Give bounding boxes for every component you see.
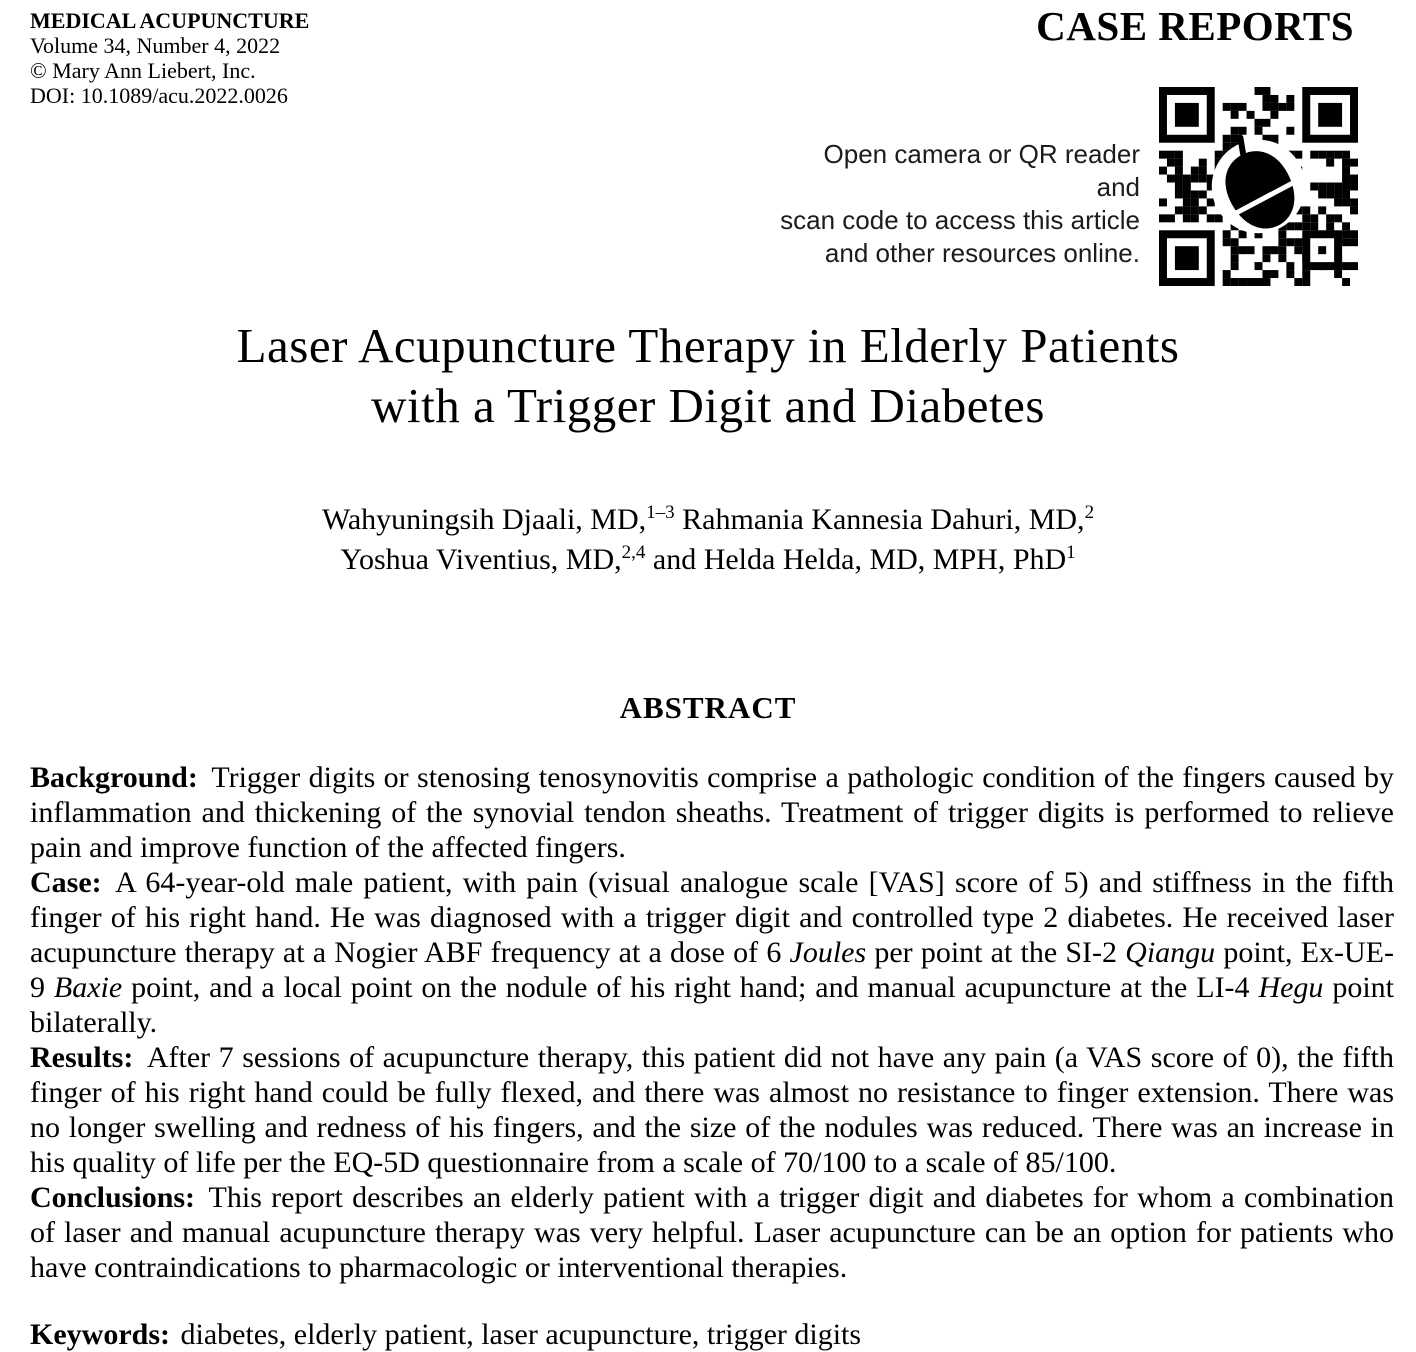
abstract-paragraph-label: Case: xyxy=(30,866,102,899)
journal-name: MEDICAL ACUPUNCTURE xyxy=(30,8,310,33)
article-title-line1: Laser Acupuncture Therapy in Elderly Patients xyxy=(236,318,1180,373)
author-affiliation-superscript: 2,4 xyxy=(621,542,646,563)
text-run: Hegu xyxy=(1258,971,1324,1004)
journal-volume-line: Volume 34, Number 4, 2022 xyxy=(30,33,281,58)
keywords-label: Keywords: xyxy=(30,1318,170,1351)
text-run: point, and a local point on the nodule of his right hand; and manual acupuncture at the LI-4 xyxy=(122,971,1259,1004)
text-run: Baxie xyxy=(53,971,123,1004)
qr-caption-line: and other resources online. xyxy=(824,238,1140,268)
abstract-paragraphs xyxy=(30,760,1394,1285)
text-run: After 7 sessions of acupuncture therapy, this patient did not have any pain (a VAS score of 0), the fifth finger of his right hand could be fully flexed, and there was almost no resistance to finger extension. There was no longer swelling and redness of his fingers, and the size of the nodules was reduced. There was an increase in his quality of life per the EQ-5D questionnaire from a scale of 70/100 to a scale of 85/100. xyxy=(30,1041,1394,1179)
abstract-paragraph xyxy=(30,760,1394,865)
text-run: point bilaterally. xyxy=(30,971,1395,1039)
abstract-heading: ABSTRACT xyxy=(619,690,797,725)
abstract-body xyxy=(30,760,1394,1352)
author-affiliation-superscript: 1–3 xyxy=(646,502,675,523)
text-run: Wahyuningsih Djaali, MD, xyxy=(321,503,647,536)
abstract-paragraph-label: Background: xyxy=(30,761,198,794)
abstract-paragraph xyxy=(30,1180,1394,1285)
qr-code xyxy=(1159,86,1358,287)
author-line xyxy=(0,500,1416,540)
author-line xyxy=(0,540,1416,580)
abstract-paragraph-label: Results: xyxy=(30,1041,134,1074)
keywords-line xyxy=(30,1317,1394,1352)
section-banner: CASE REPORTS xyxy=(1036,3,1354,49)
author-lines xyxy=(0,500,1416,580)
qr-caption xyxy=(780,138,1140,270)
text-run: A 64-year-old male patient, with pain (visual analogue scale [VAS] score of 5) and stiffness in the fifth finger of his right hand. He was diagnosed with a trigger digit and controlled type 2 diabetes. He received laser acupuncture therapy at a Nogier ABF frequency at a dose of 6 xyxy=(30,866,1394,969)
journal-info-block xyxy=(30,8,309,108)
text-run: Yoshua Viventius, MD, xyxy=(340,543,622,576)
qr-caption-line: scan code to access this article xyxy=(780,205,1140,235)
author-affiliation-superscript: 2 xyxy=(1084,502,1095,523)
qr-caption-line: Open camera or QR reader and xyxy=(823,139,1140,202)
text-run: and Helda Helda, MD, MPH, PhD xyxy=(645,543,1067,576)
qr-code-image xyxy=(1159,86,1358,287)
author-affiliation-superscript: 1 xyxy=(1066,542,1076,563)
text-run: Qiangu xyxy=(1125,936,1216,969)
text-run: Joules xyxy=(789,936,867,969)
abstract-paragraph xyxy=(30,1040,1394,1180)
article-title xyxy=(0,316,1416,436)
keywords-text: diabetes, elderly patient, laser acupuncture, trigger digits xyxy=(180,1318,862,1351)
abstract-paragraph-label: Conclusions: xyxy=(30,1181,196,1214)
text-run: This report describes an elderly patient with a trigger digit and diabetes for whom a combination of laser and manual acupuncture therapy was very helpful. Laser acupuncture can be an option for patients who have contraindications to pharmacologic or interventional therapies. xyxy=(30,1181,1394,1284)
abstract-paragraph xyxy=(30,865,1394,1040)
text-run: Trigger digits or stenosing tenosynovitis comprise a pathologic condition of the fingers caused by inflammation and thickening of the synovial tendon sheaths. Treatment of trigger digits is performed to relieve pain and improve function of the affected fingers. xyxy=(30,761,1394,864)
text-run: per point at the SI-2 xyxy=(866,936,1126,969)
text-run: Rahmania Kannesia Dahuri, MD, xyxy=(674,503,1085,536)
journal-doi-line: DOI: 10.1089/acu.2022.0026 xyxy=(30,83,288,108)
journal-copyright-line: © Mary Ann Liebert, Inc. xyxy=(30,58,256,83)
text-run: point, Ex-UE-9 xyxy=(30,936,1394,1004)
article-title-line2: with a Trigger Digit and Diabetes xyxy=(371,378,1045,433)
